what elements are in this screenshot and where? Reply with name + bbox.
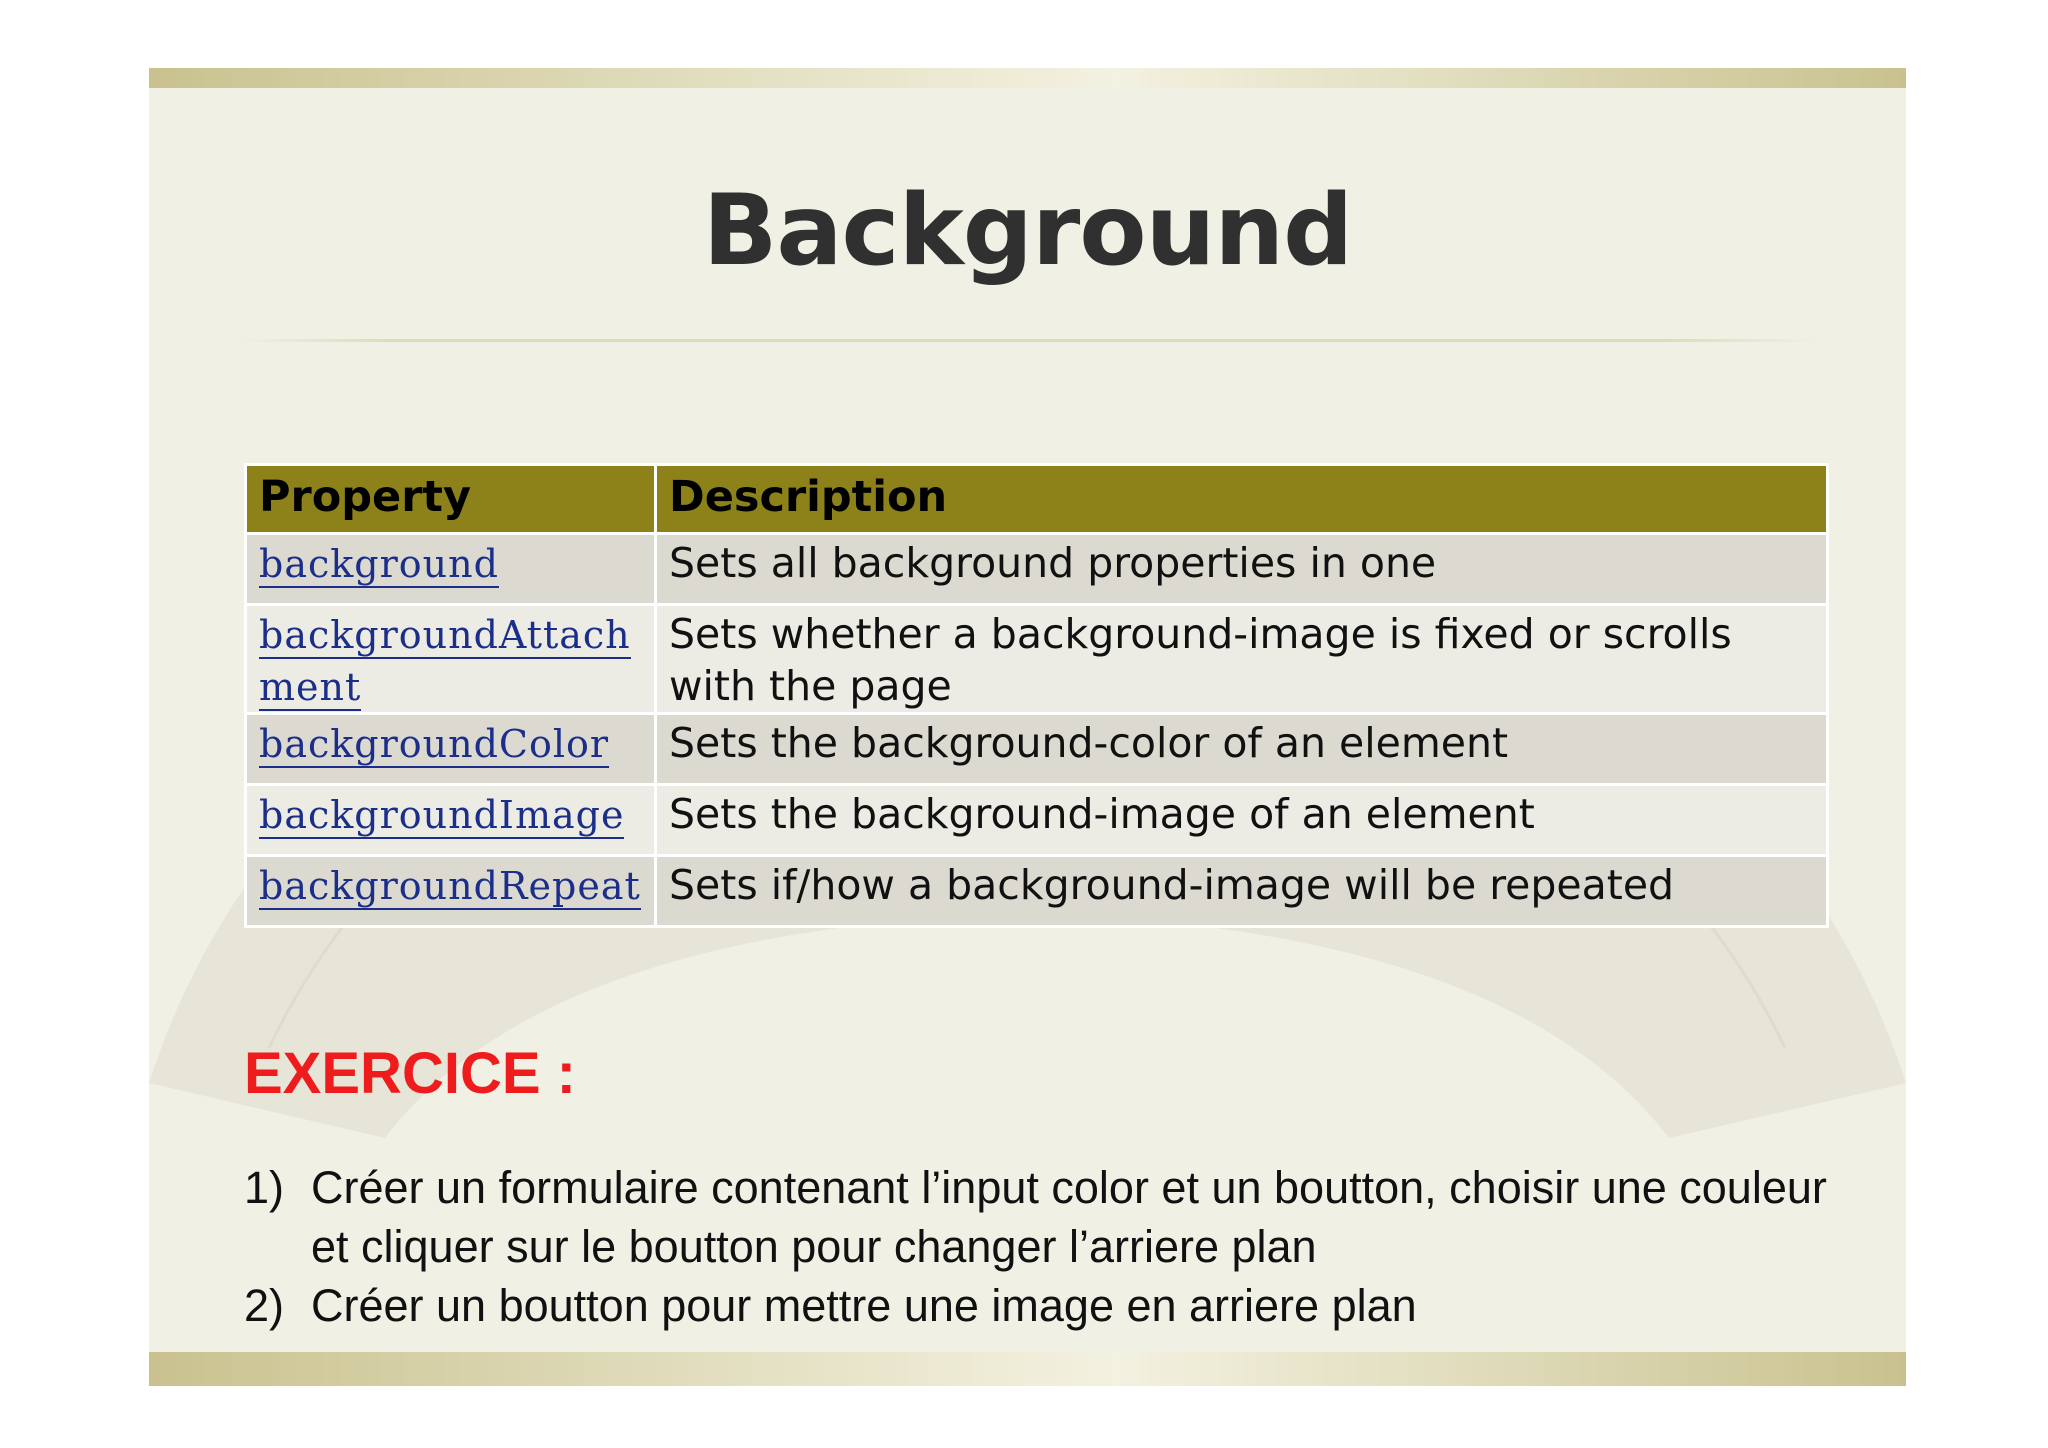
property-cell bbox=[246, 534, 656, 605]
slide-title: Background bbox=[702, 174, 1353, 288]
property-link-background-attachment[interactable]: backgroundAttachment bbox=[259, 613, 631, 709]
exercise-list bbox=[244, 1158, 1864, 1335]
list-item bbox=[244, 1276, 1864, 1335]
list-item-text: Créer un formulaire contenant l’input color et un boutton, choisir une couleur et cliquer sur le boutton pour changer l’arriere plan bbox=[311, 1162, 1827, 1272]
list-item-text: Créer un boutton pour mettre une image en arriere plan bbox=[311, 1280, 1417, 1331]
list-item bbox=[244, 1158, 1864, 1276]
property-cell bbox=[246, 605, 656, 714]
header-property: Property bbox=[246, 465, 656, 534]
property-link-background[interactable]: background bbox=[259, 542, 499, 586]
description-cell: Sets whether a background-image is fixed or scrolls with the page bbox=[656, 605, 1828, 714]
property-cell bbox=[246, 714, 656, 785]
property-link-background-image[interactable]: backgroundImage bbox=[259, 793, 625, 837]
description-cell: Sets the background-image of an element bbox=[656, 785, 1828, 856]
bottom-decorative-bar bbox=[149, 1352, 1906, 1386]
properties-table bbox=[244, 463, 1829, 928]
list-item-number: 1) bbox=[244, 1162, 285, 1213]
description-cell: Sets the background-color of an element bbox=[656, 714, 1828, 785]
table-header-row bbox=[246, 465, 1828, 534]
slide bbox=[149, 68, 1906, 1386]
header-description: Description bbox=[656, 465, 1828, 534]
table-row bbox=[246, 714, 1828, 785]
property-cell bbox=[246, 856, 656, 927]
description-cell: Sets all background properties in one bbox=[656, 534, 1828, 605]
exercise-heading: EXERCICE : bbox=[244, 1041, 576, 1106]
property-link-background-repeat[interactable]: backgroundRepeat bbox=[259, 864, 641, 908]
description-cell: Sets if/how a background-image will be repeated bbox=[656, 856, 1828, 927]
property-link-background-color[interactable]: backgroundColor bbox=[259, 722, 610, 766]
property-cell bbox=[246, 785, 656, 856]
list-item-number: 2) bbox=[244, 1280, 285, 1331]
table-row bbox=[246, 785, 1828, 856]
top-decorative-bar bbox=[149, 68, 1906, 88]
table-row bbox=[246, 856, 1828, 927]
table-row bbox=[246, 605, 1828, 714]
title-divider bbox=[237, 339, 1819, 342]
table-row bbox=[246, 534, 1828, 605]
